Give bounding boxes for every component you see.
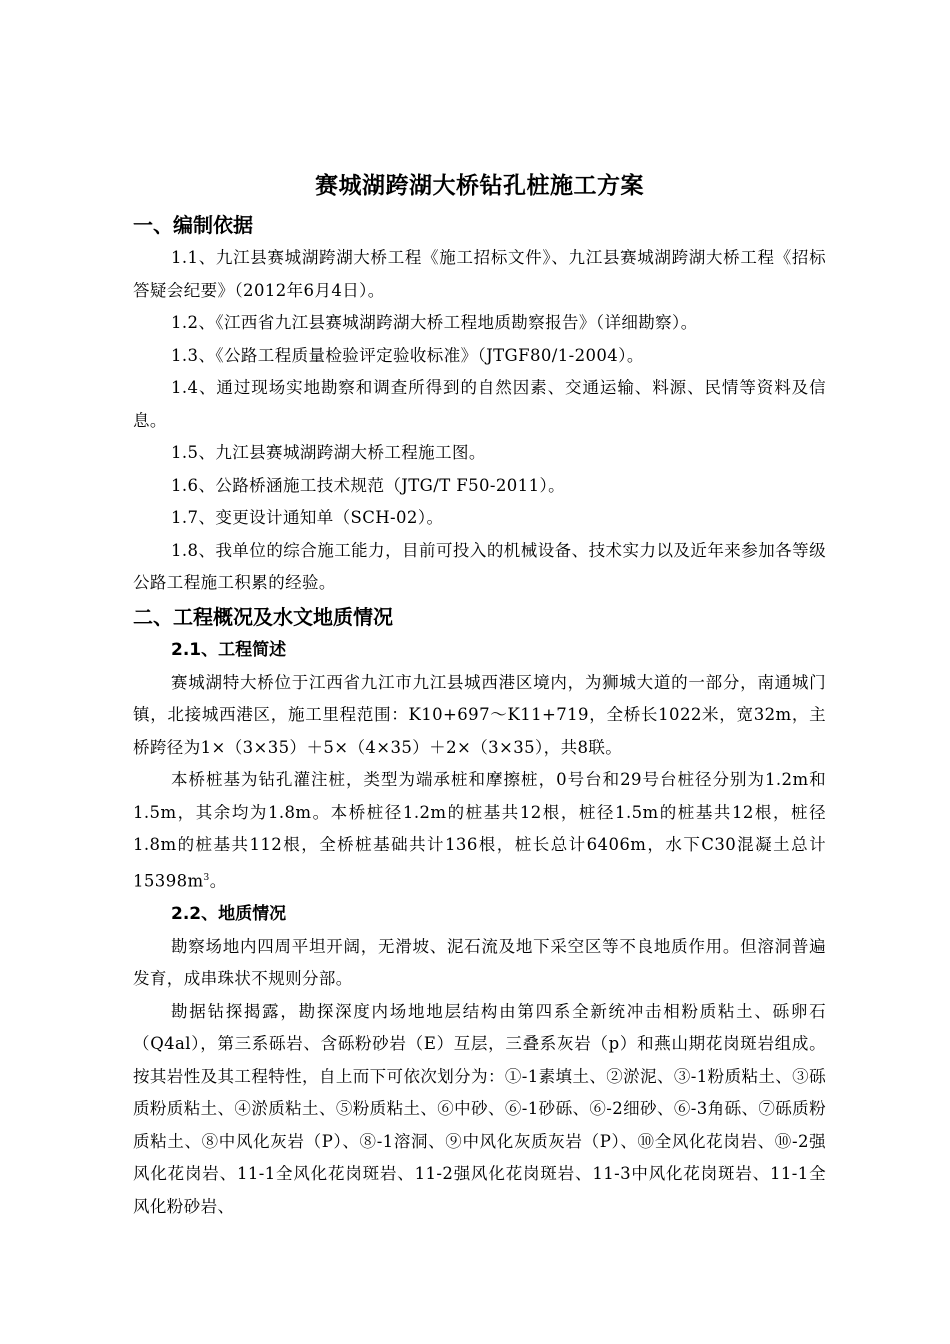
volume-unit: m	[187, 871, 204, 890]
geology-paragraph: 勘察场地内四周平坦开阔，无滑坡、泥石流及地下采空区等不良地质作用。但溶洞普遍发育，成串珠状不规则分部。	[133, 936, 826, 988]
summary-paragraph: 赛城湖特大桥位于江西省九江市九江县城西港区境内，为狮城大道的一部分，南通城门镇，北接城西港区，施工里程范围：K10+697～K11+719，全桥长1022米，宽32m，主桥跨径为1×（3×35）＋5×（4×35）＋2×（3×35），共8联。	[133, 672, 826, 757]
basis-item: 1.2、《江西省九江县赛城湖跨湖大桥工程地质勘察报告》（详细勘察）。	[171, 313, 698, 332]
strata-paragraph: 勘据钻探揭露，勘探深度内场地地层结构由第四系全新统冲击相粉质粘土、砾卵石（Q4al），第三系砾岩、含砾粉砂岩（E）互层，三叠系灰岩（p）和燕山期花岗斑岩组成。按其岩性及其工程特性，自上而下可依次划分为：①-1素填土、②淤泥、③-1粉质粘土、③砾质粉质粘土、④淤质粘土、⑤粉质粘土、⑥中砂、⑥-1砂砾、⑥-2细砂、⑥-3角砾、⑦砾质粉质粘土、⑧中风化灰岩（P）、⑧-1溶洞、⑨中风化灰质灰岩（P）、⑩全风化花岗岩、⑩-2强风化花岗岩、11-1全风化花岗斑岩、11-2强风化花岗斑岩、11-3中风化花岗斑岩、11-1全风化粉砂岩、	[133, 1001, 826, 1216]
subsection-heading-summary: 2.1、工程简述	[171, 639, 287, 660]
pile-paragraph-text: 本桥桩基为钻孔灌注桩，类型为端承桩和摩擦桩，0号台和29号台桩径分别为1.2m和1.5m，其余均为1.8m。本桥桩径1.2m的桩基共12根，桩径1.5m的桩基共12根，桩径1.8m的桩基共112根，全桥桩基础共计136根，桩长总计6406m，水下C30混凝土总计15398	[133, 770, 826, 890]
basis-item: 1.5、九江县赛城湖跨湖大桥工程施工图。	[171, 443, 486, 462]
subsection-heading-geology: 2.2、地质情况	[171, 903, 287, 924]
document-title: 赛城湖跨湖大桥钻孔桩施工方案	[315, 173, 644, 199]
volume-unit-exponent: 3	[203, 872, 210, 883]
pile-paragraph	[133, 764, 826, 898]
basis-item: 1.7、变更设计通知单（SCH-02）。	[171, 508, 444, 527]
basis-item: 1.8、我单位的综合施工能力，目前可投入的机械设备、技术实力以及近年来参加各等级公路工程施工积累的经验。	[133, 540, 826, 592]
section-heading-overview: 二、工程概况及水文地质情况	[133, 604, 393, 629]
basis-item: 1.3、《公路工程质量检验评定验收标准》（JTGF80/1-2004）。	[171, 345, 644, 365]
basis-item: 1.1、九江县赛城湖跨湖大桥工程《施工招标文件》、九江县赛城湖跨湖大桥工程《招标答疑会纪要》（2012年6月4日）。	[133, 248, 826, 300]
pile-paragraph-end: 。	[209, 871, 227, 890]
basis-item: 1.6、公路桥涵施工技术规范（JTG/T F50-2011）。	[171, 475, 566, 495]
section-heading-basis: 一、编制依据	[133, 213, 253, 237]
basis-item: 1.4、通过现场实地勘察和调查所得到的自然因素、交通运输、料源、民情等资料及信息。	[133, 378, 826, 430]
